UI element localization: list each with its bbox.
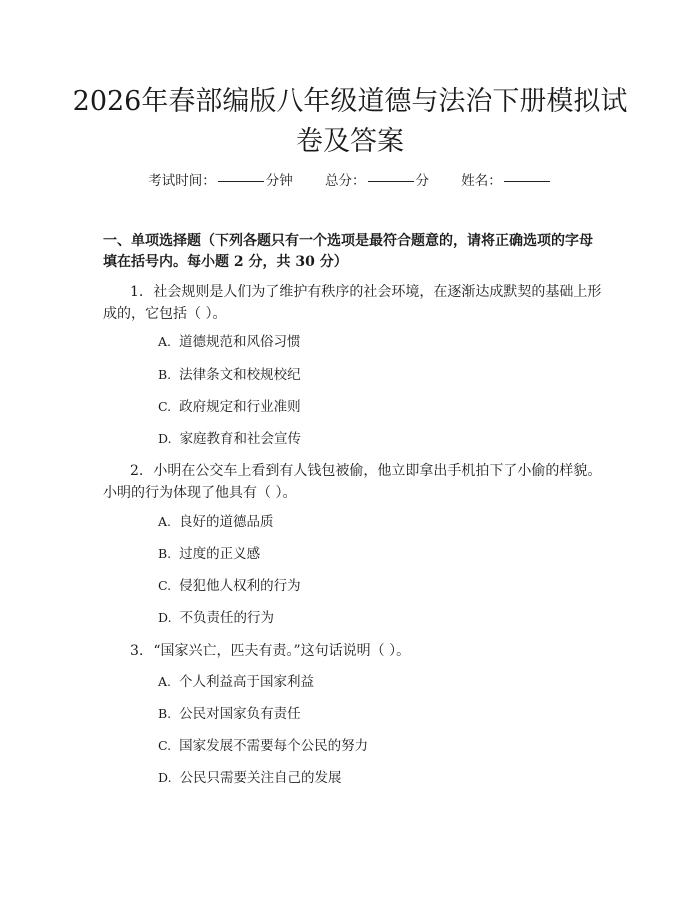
question-3-text: “国家兴亡，匹夫有责。”这句话说明（ ）。 — [153, 643, 411, 659]
option-letter: B. — [158, 367, 172, 382]
score-label: 总分： — [325, 173, 366, 189]
question-1-option-b[interactable] — [158, 365, 301, 385]
name-label: 姓名： — [461, 173, 502, 189]
option-text: 公民对国家负有责任 — [179, 706, 301, 722]
question-2-text: 小明在公交车上看到有人钱包被偷，他立即拿出手机拍下了小偷的样貌。小明的行为体现了他具有（ ）。 — [103, 463, 602, 501]
score-blank[interactable] — [368, 181, 414, 182]
question-1-option-c[interactable] — [158, 397, 301, 417]
option-letter: C. — [158, 578, 172, 593]
question-2-option-b[interactable] — [158, 544, 260, 564]
option-text: 良好的道德品质 — [179, 514, 274, 530]
option-letter: D. — [158, 770, 172, 785]
option-letter: C. — [158, 399, 172, 414]
question-3-number: 3. — [130, 643, 144, 659]
question-2-option-c[interactable] — [158, 576, 301, 596]
option-letter: A. — [158, 514, 172, 529]
option-text: 家庭教育和社会宣传 — [179, 431, 302, 447]
option-text: 不负责任的行为 — [179, 610, 275, 626]
question-2-option-a[interactable] — [158, 512, 274, 532]
option-letter: A. — [158, 674, 172, 689]
option-letter: B. — [158, 546, 172, 561]
exam-meta-line — [0, 169, 700, 189]
student-name-field — [461, 173, 552, 189]
option-text: 政府规定和行业准则 — [179, 399, 301, 415]
question-1-text: 社会规则是人们为了维护有秩序的社会环境，在逐渐达成默契的基础上形成的，它包括（ ）。 — [103, 284, 602, 322]
question-3-option-d[interactable] — [158, 768, 342, 788]
total-score-field — [325, 173, 429, 189]
question-3-option-a[interactable] — [158, 672, 314, 692]
option-text: 过度的正义感 — [179, 546, 261, 562]
question-2-number: 2. — [130, 463, 144, 479]
question-2-stem — [103, 460, 603, 504]
question-3-option-c[interactable] — [158, 736, 368, 756]
time-label: 考试时间： — [148, 173, 216, 189]
option-letter: C. — [158, 738, 172, 753]
time-unit: 分钟 — [265, 173, 293, 189]
question-2-option-d[interactable] — [158, 608, 274, 628]
option-text: 侵犯他人权利的行为 — [179, 578, 301, 594]
document-title: 2026年春部编版八年级道德与法治下册模拟试卷及答案 — [72, 86, 628, 157]
option-text: 法律条文和校规校纪 — [179, 367, 301, 383]
question-1-stem — [103, 281, 603, 325]
time-blank[interactable] — [218, 181, 264, 182]
option-letter: B. — [158, 706, 172, 721]
question-3-stem — [103, 640, 603, 662]
option-text: 国家发展不需要每个公民的努力 — [179, 738, 369, 754]
question-1-option-d[interactable] — [158, 429, 301, 449]
section-heading: 一、单项选择题（下列各题只有一个选项是最符合题意的，请将正确选项的字母填在括号内。每小题 2 分，共 30 分） — [103, 233, 593, 270]
score-unit: 分 — [415, 173, 429, 189]
option-letter: A. — [158, 334, 172, 349]
question-1-number: 1. — [130, 284, 144, 300]
option-text: 道德规范和风俗习惯 — [179, 334, 301, 350]
name-blank[interactable] — [504, 181, 550, 182]
option-letter: D. — [158, 431, 172, 446]
option-letter: D. — [158, 610, 172, 625]
option-text: 公民只需要关注自己的发展 — [179, 770, 342, 786]
option-text: 个人利益高于国家利益 — [179, 674, 315, 690]
question-3-option-b[interactable] — [158, 704, 301, 724]
exam-time-field — [148, 173, 293, 189]
question-1-option-a[interactable] — [158, 332, 301, 352]
